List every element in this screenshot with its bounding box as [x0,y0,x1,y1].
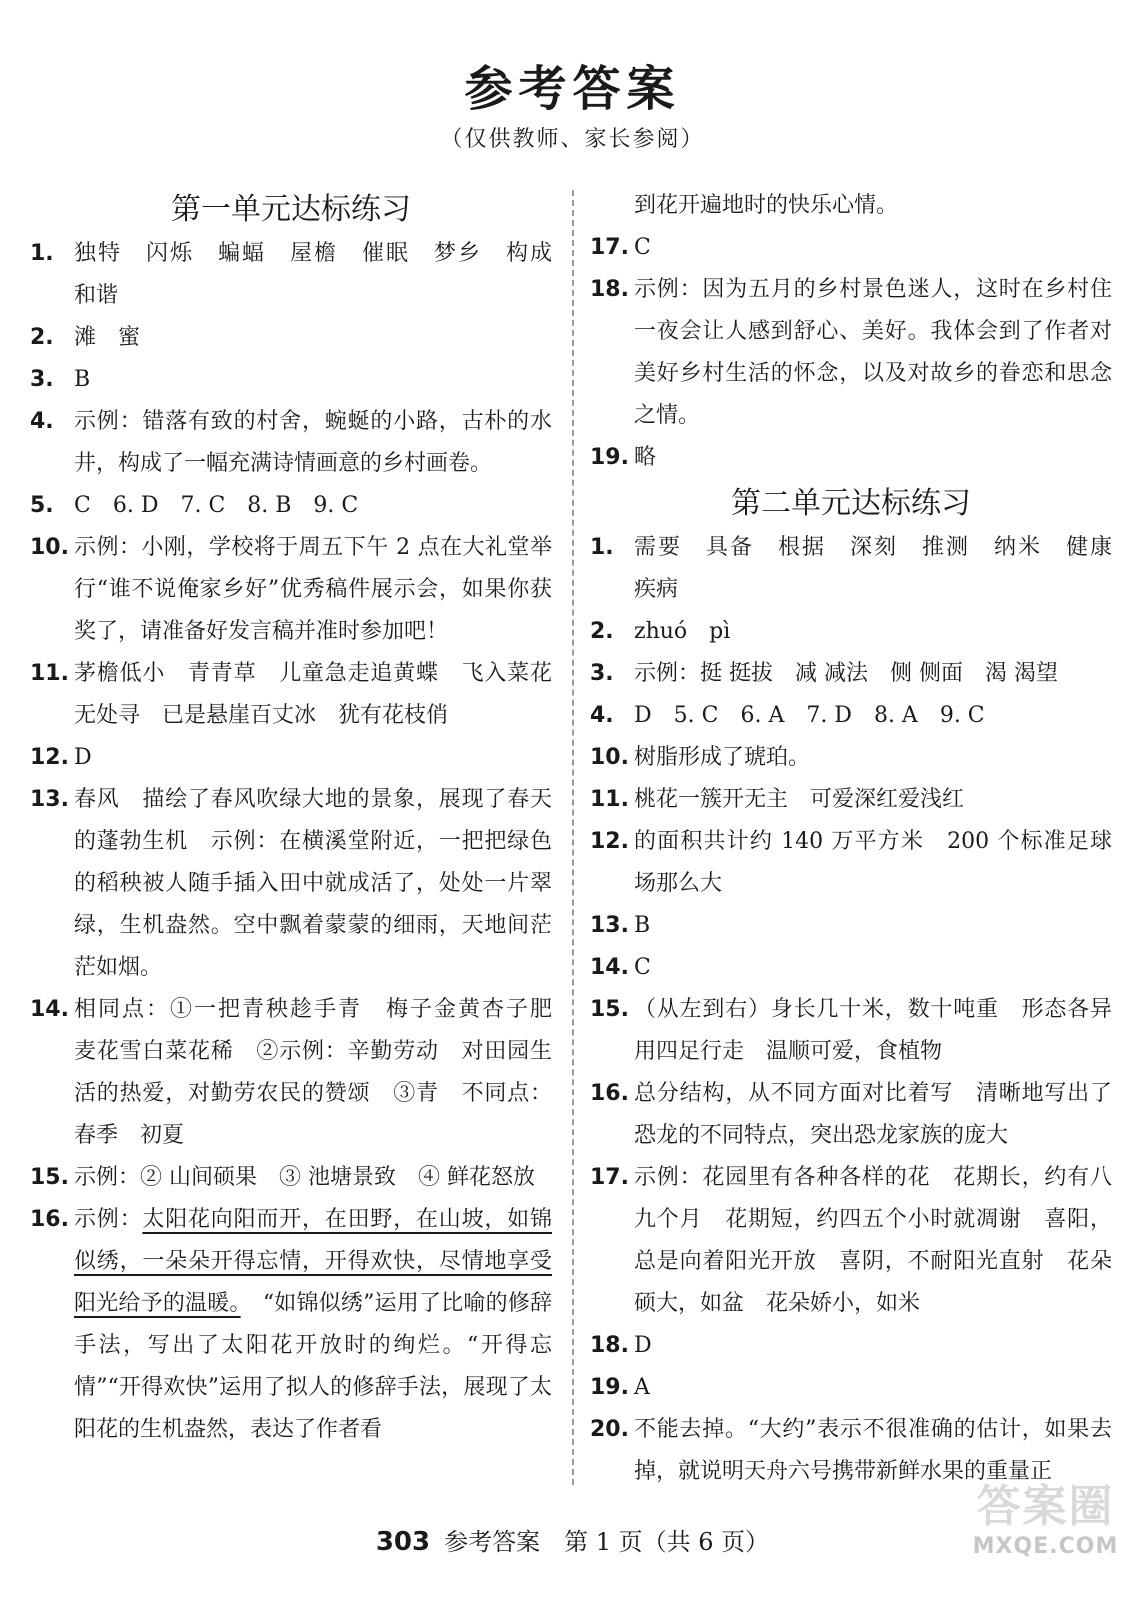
answer-1-19: 19. 略 [590,445,657,470]
answer-1-2: 2. 滩 蜜 [30,325,141,350]
answer-1-17: 17. C [590,235,651,260]
unit-2-title: 第二单元达标练习 [731,486,971,521]
footer-label: 参考答案 第 1 页（共 6 页） [444,1528,770,1556]
answer-1-11: 11. 茅檐低小 青青草 儿童急走追黄蝶 飞入菜花无处寻 已是悬崖百丈冰 犹有花枝俏 [30,661,552,728]
answer-2-13: 13. B [590,913,651,938]
answer-1-3: 3. B [30,367,91,392]
right-column [590,185,1135,1493]
column-divider [572,190,574,1485]
answer-2-12: 12. 的面积共计约 140 万平方米 200 个标准足球场那么大 [590,829,1112,896]
page-subtitle: （仅供教师、家长参阅） [440,127,705,152]
answer-1-4: 4. 示例：错落有致的村舍，蜿蜒的小路，古朴的水井，构成了一幅充满诗情画意的乡村画卷。 [30,409,552,476]
answer-2-10: 10. 树脂形成了琥珀。 [590,745,811,770]
answer-2-19: 19. A [590,1375,650,1400]
answer-1-5-9: 5. C 6. D 7. C 8. B 9. C [30,493,359,518]
answer-1-16: 16. 示例：太阳花向阳而开，在田野，在山坡，如锦似绣，一朵朵开得忘情，开得欢快，尽情地享受阳光给予的温暖。 “如锦似绣”运用了比喻的修辞手法，写出了太阳花开放时的绚烂。“开得忘情”“开得欢快”运用了拟人的修辞手法，展现了太阳花的生机盎然，表达了作者看 [30,1207,552,1442]
answer-2-18: 18. D [590,1333,652,1358]
answer-1-13: 13. 春风 描绘了春风吹绿大地的景象，展现了春天的蓬勃生机 示例：在横溪堂附近，一把把绿色的稻秧被人随手插入田中就成活了，处处一片翠绿，生机盎然。空中飘着蒙蒙的细雨，天地间茫茫如烟。 [30,787,552,980]
answer-2-15: 15. （从左到右）身长几十米，数十吨重 形态各异 用四足行走 温顺可爱，食植物 [590,997,1135,1064]
answer-2-16: 16. 总分结构，从不同方面对比着写 清晰地写出了恐龙的不同特点，突出恐龙家族的庞大 [590,1081,1112,1148]
watermark-logo: 答案圈 MXQE.COM [972,1481,1119,1559]
answer-2-4-9: 4. D 5. C 6. A 7. D 8. A 9. C [590,703,985,728]
answer-1-10: 10. 示例：小刚，学校将于周五下午 2 点在大礼堂举行“谁不说俺家乡好”优秀稿件展示会，如果你获奖了，请准备好发言稿并准时参加吧！ [30,535,552,644]
answer-1-1: 1. 独特 闪烁 蝙蝠 屋檐 催眠 梦乡 构成 和谐 [30,241,575,308]
page-title: 参考答案 [464,61,681,117]
answer-2-11: 11. 桃花一簇开无主 可爱深红爱浅红 [590,787,965,812]
answer-2-1: 1. 需要 具备 根据 深刻 推测 纳米 健康 疾病 [590,535,1135,602]
answer-2-2: 2. zhuó pì [590,619,731,644]
answer-2-3: 3. 示例：挺 挺拔 减 减法 侧 侧面 渴 渴望 [590,661,1058,686]
answer-1-14: 14. 相同点：①一把青秧趁手青 梅子金黄杏子肥 麦花雪白菜花稀 ②示例：辛勤劳动 对田园生活的热爱，对勤劳农民的赞颂 ③青 不同点：春季 初夏 [30,997,575,1148]
answer-1-12: 12. D [30,745,92,770]
answer-2-17: 17. 示例：花园里有各种各样的花 花期长，约有八九个月 花期短，约四五个小时就凋谢 喜阳，总是向着阳光开放 喜阴，不耐阳光直射 花朵硕大，如盆 花朵娇小，如米 [590,1165,1112,1316]
answer-2-20: 20. 不能去掉。“大约”表示不很准确的估计，如果去掉，就说明天舟六号携带新鲜水果的重量正 [590,1417,1112,1484]
page-number: 303 [375,1527,431,1557]
answer-1-16-continued: 到花开遍地时的快乐心情。 [634,193,899,218]
underlined-sentence: 太阳花向阳而开，在田野，在山坡，如锦似绣，一朵朵开得忘情，开得欢快，尽情地享受阳光给予的温暖。 [74,1207,552,1316]
left-column [30,185,575,1451]
answer-2-14: 14. C [590,955,651,980]
unit-1-title: 第一单元达标练习 [171,192,411,227]
answer-1-15: 15. 示例：② 山间硕果 ③ 池塘景致 ④ 鲜花怒放 [30,1165,535,1190]
answer-1-18: 18. 示例：因为五月的乡村景色迷人，这时在乡村住一夜会让人感到舒心、美好。我体会到了作者对美好乡村生活的怀念，以及对故乡的眷恋和思念之情。 [590,277,1112,428]
